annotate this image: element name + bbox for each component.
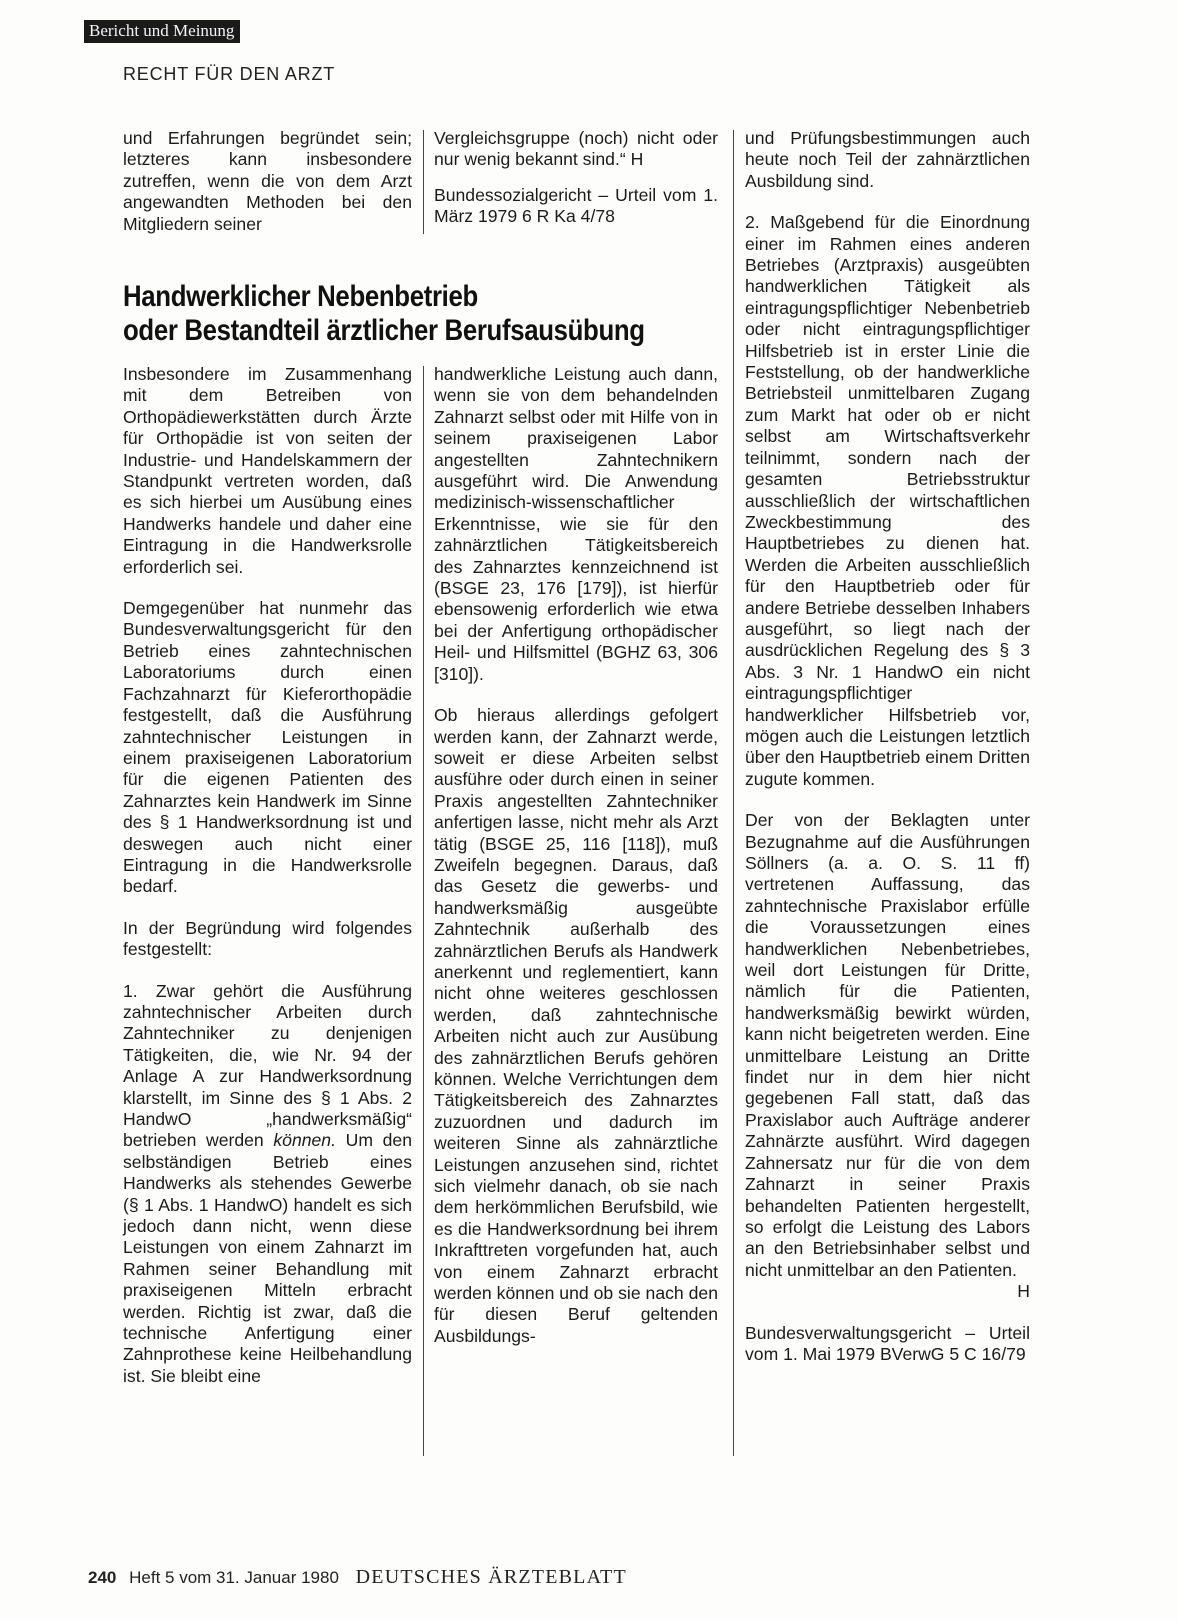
section-tag: Bericht und Meinung: [84, 20, 240, 43]
article-column-3: [745, 128, 1030, 1365]
article-column-2: [434, 364, 718, 1347]
rubric-heading: RECHT FÜR DEN ARZT: [123, 64, 336, 84]
paragraph: Ob hieraus allerdings gefolgert werden kann, der Zahnarzt werde, soweit er diese Arbeiten selbst ausführe oder durch einen in seiner Praxis angestellten Zahntechniker anfertigen lasse, nicht mehr als Arzt tätig (BSGE 25, 116 [118]), muß Zweifeln begegnen. Daraus, daß das Gesetz die gewerbs- und handwerksmäßig ausgeübte Zahntechnik außerhalb des zahnärztlichen Berufs als Handwerk anerkennt und reglementiert, kann nicht ohne weiteres geschlossen werden, daß zahntechnische Arbeiten nicht auch zur Ausübung des zahnärztlichen Berufs gehören können. Welche Verrichtungen dem Tätigkeitsbereich des Zahnarztes zuzuordnen und dadurch im weiteren Sinne als zahnärztliche Leistungen anzusehen sind, richtet sich vielmehr danach, ob sie nach dem herkömmlichen Berufsbild, wie es die Handwerksordnung bei ihrem Inkrafttreten vorgefunden hat, auch von einem Zahnarzt erbracht werden können und ob sie nach den für diesen Beruf geltenden Ausbildungs-: [434, 705, 718, 1346]
article-column-1: [123, 364, 412, 1387]
paragraph-numbered: [123, 981, 412, 1388]
paragraph-text: 1. Zwar gehört die Ausführung zahntechnischer Arbeiten durch Zahntechniker zu denjenigen Tätigkeiten, die, wie Nr. 94 der Anlage A zur Handwerksordnung klarstellt, im Sinne des § 1 Abs. 2 HandwO „handwerksmäßig“ betrieben werden: [123, 980, 412, 1151]
top-column-2-text: Vergleichsgruppe (noch) nicht oder nur wenig bekannt sind.“ H: [434, 128, 718, 170]
paragraph: Der von der Beklagten unter Bezugnahme auf die Ausführungen Söllners (a. a. O. S. 11 ff) vertretenen Auffassung, das zahntechnische Praxislabor erfülle die Voraussetzungen eines handwerklichen Nebenbetriebes, weil dort Leistungen für Dritte, nämlich für die Patienten, handwerksmäßig bewirkt würden, kann nicht beigetreten werden. Eine unmittelbare Leistung an Dritte findet nur in dem hier nicht gegebenen Fall statt, daß das Praxislabor auch Aufträge anderer Zahnärzte ausführt. Wird dagegen Zahnersatz nur für die von dem Zahnarzt in seiner Praxis behandelten Patienten hergestellt, so erfolgt die Leistung des Labors an den Betriebsinhaber selbst und nicht unmittelbar an den Patienten.: [745, 810, 1030, 1280]
paragraph: und Prüfungsbestimmungen auch heute noch Teil der zahnärztlichen Ausbildung sind.: [745, 128, 1030, 191]
author-mark: H: [1017, 1281, 1030, 1302]
column-divider: [423, 366, 424, 1456]
article-title: [123, 280, 656, 348]
paragraph-text: Um den selbständigen Betrieb eines Handwerks als stehendes Gewerbe (§ 1 Abs. 1 HandwO) handelt es sich jedoch dann nicht, wenn diese Leistungen von einem Zahnarzt im Rahmen seiner Behandlung mit praxiseigenen Mitteln erbracht werden. Richtig ist zwar, daß die technische Anfertigung einer Zahnprothese keine Heilbehandlung ist. Sie bleibt eine: [123, 1130, 413, 1386]
column-divider: [733, 130, 734, 1456]
court-citation: Bundesverwaltungsgericht – Urteil vom 1. Mai 1979 BVerwG 5 C 16/79: [745, 1322, 1030, 1364]
emphasis-text: können.: [273, 1130, 336, 1151]
article-title-line-2: oder Bestandteil ärztlicher Berufsausübung: [123, 314, 645, 347]
paragraph: Insbesondere im Zusammenhang mit dem Betreiben von Orthopädiewerkstätten durch Ärzte für Orthopädie ist von seiten der Industrie- und Handelskammern der Standpunkt vertreten worden, daß es sich hierbei um Ausübung eines Handwerks handele und daher eine Eintragung in die Handwerksrolle erforderlich sei.: [123, 364, 412, 577]
issue-info: Heft 5 vom 31. Januar 1980: [129, 1568, 339, 1587]
page-number: 240: [88, 1568, 117, 1587]
top-column-1: [123, 128, 412, 235]
journal-name: DEUTSCHES ÄRZTEBLATT: [355, 1566, 627, 1588]
article-title-line-1: Handwerklicher Nebenbetrieb: [123, 280, 478, 313]
paragraph: Demgegenüber hat nunmehr das Bundesverwaltungsgericht für den Betrieb eines zahntechnischen Laboratoriums durch einen Fachzahnarzt für Kieferorthopädie festgestellt, daß die Ausführung zahntechnischer Leistungen in einem praxiseigenen Laboratorium für die eigenen Patienten des Zahnarztes kein Handwerk im Sinne des § 1 Handwerksordnung ist und deswegen auch nicht einer Eintragung in die Handwerksrolle bedarf.: [123, 598, 412, 897]
paragraph: In der Begründung wird folgendes festgestellt:: [123, 917, 412, 960]
paragraph: 2. Maßgebend für die Einordnung einer im Rahmen eines anderen Betriebes (Arztpraxis) ausgeübten handwerklichen Tätigkeit als eintragungspflichtiger Nebenbetrieb oder nicht eintragungspflichtiger Hilfsbetrieb ist in erster Linie die Feststellung, ob der handwerkliche Betriebsteil unmittelbaren Zugang zum Markt hat oder ob er nicht selbst am Wirtschaftsverkehr teilnimmt, sondern nach der gesamten Betriebsstruktur ausschließlich der wirtschaftlichen Zweckbestimmung des Hauptbetriebes zu dienen hat. Werden die Arbeiten ausschließlich für den Hauptbetrieb oder für andere Betriebe desselben Inhabers ausgeführt, so liegt nach der ausdrücklichen Regelung des § 3 Abs. 3 Nr. 1 HandwO ein nicht eintragungspflichtiger handwerklicher Hilfsbetrieb vor, mögen auch die Leistungen letztlich über den Hauptbetrieb einem Dritten zugute kommen.: [745, 212, 1030, 789]
page-footer: [88, 1566, 627, 1589]
paragraph: handwerkliche Leistung auch dann, wenn sie von dem behandelnden Zahnarzt selbst oder mit Hilfe von in seinem praxiseigenen Labor angestellten Zahntechnikern ausgeführt wird. Die Anwendung medizinisch-wissenschaftlicher Erkenntnisse, wie sie für den zahnärztlichen Tätigkeitsbereich des Zahnarztes kennzeichnend ist (BSGE 23, 176 [179]), ist hierfür ebensowenig erforderlich wie etwa bei der Anfertigung orthopädischer Heil- und Hilfsmittel (BGHZ 63, 306 [310]).: [434, 364, 718, 684]
column-divider: [423, 130, 424, 234]
top-column-1-text: und Erfahrungen begründet sein; letzteres kann insbesondere zutreffen, wenn die von dem Arzt angewandten Methoden bei den Mitgliedern seiner: [123, 128, 412, 234]
top-column-2: [434, 128, 718, 228]
top-citation: Bundessozialgericht – Urteil vom 1. März 1979 6 R Ka 4/78: [434, 184, 718, 227]
